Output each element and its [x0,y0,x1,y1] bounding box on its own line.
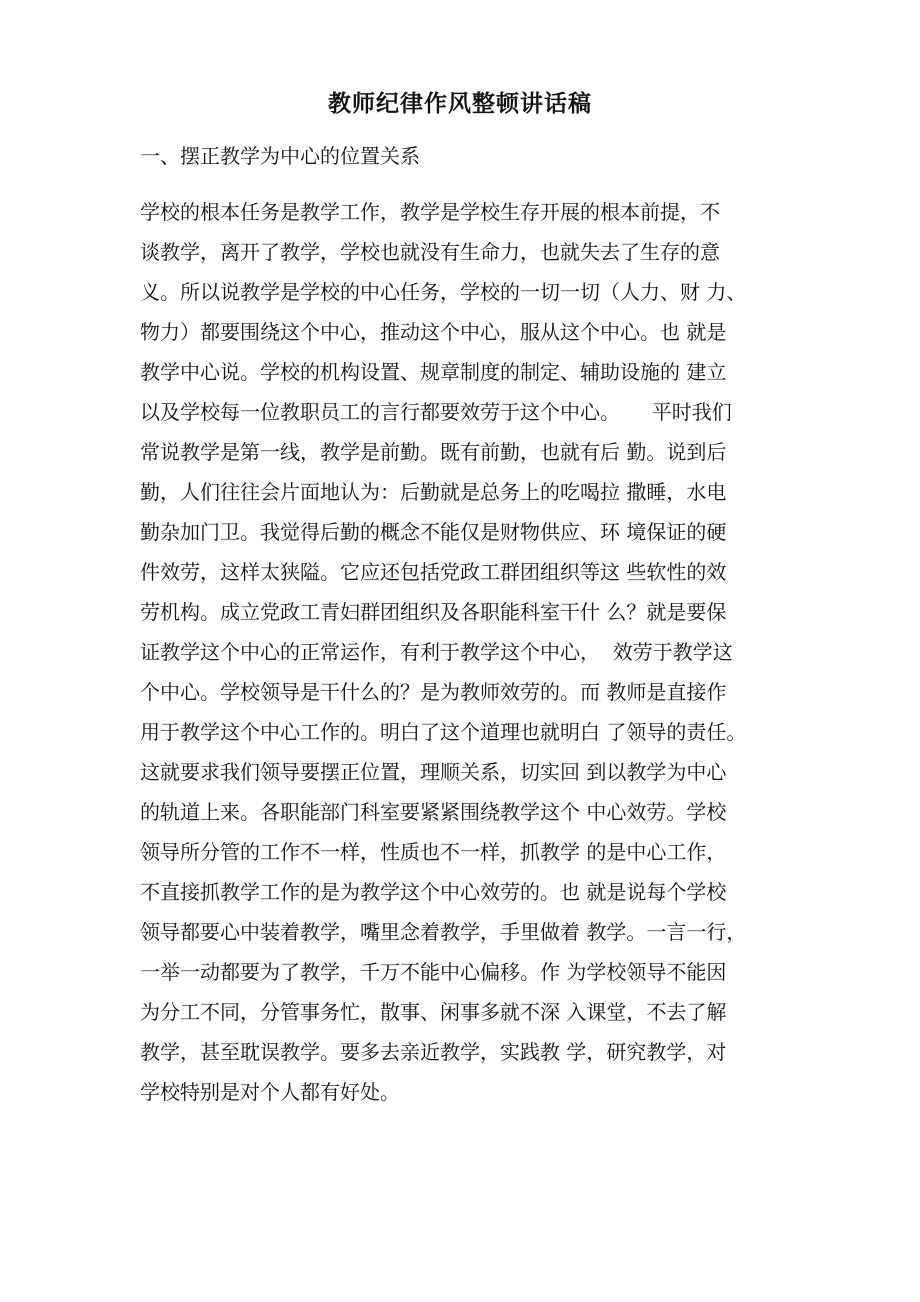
section-heading: 一、摆正教学为中心的位置关系 [140,144,420,168]
document-title: 教师纪律作风整顿讲话稿 [328,91,592,117]
paragraph-line: 件效劳，这样太狭隘。它应还包括党政工群团组织等这 些软性的效 [140,560,727,584]
paragraph-line: 义。所以说教学是学校的中心任务，学校的一切一切（人力、财 力、 [140,280,747,304]
paragraph-line: 这就要求我们领导要摆正位置，理顺关系，切实回 到以教学为中心 [140,760,727,784]
paragraph-line: 谈教学，离开了教学，学校也就没有生命力，也就失去了生存的意 [140,240,720,264]
paragraph-line: 个中心。学校领导是干什么的？是为教师效劳的。而 教师是直接作 [140,680,727,704]
body-paragraph [140,196,800,1116]
paragraph-line: 以及学校每一位教职员工的言行都要效劳于这个中心。 平时我们 [140,400,732,424]
paragraph-line: 不直接抓教学工作的是为教学这个中心效劳的。也 就是说每个学校 [140,880,727,904]
paragraph-line: 的轨道上来。各职能部门科室要紧紧围绕教学这个 中心效劳。学校 [140,800,727,824]
paragraph-line: 勤，人们往往会片面地认为：后勤就是总务上的吃喝拉 撒睡，水电 [140,480,727,504]
paragraph-line: 领导所分管的工作不一样，性质也不一样，抓教学 的是中心工作， [140,840,727,864]
paragraph-line: 常说教学是第一线，教学是前勤。既有前勤，也就有后 勤。说到后 [140,440,727,464]
paragraph-line: 勤杂加门卫。我觉得后勤的概念不能仅是财物供应、环 境保证的硬 [140,520,727,544]
paragraph-line: 领导都要心中装着教学，嘴里念着教学，手里做着 教学。一言一行， [140,920,747,944]
paragraph-line: 教学，甚至耽误教学。要多去亲近教学，实践教 学，研究教学，对 [140,1040,727,1064]
paragraph-line: 证教学这个中心的正常运作，有利于教学这个中心， 效劳于教学这 [140,640,733,664]
paragraph-line: 用于教学这个中心工作的。明白了这个道理也就明白 了领导的责任。 [140,720,747,744]
paragraph-line: 教学中心说。学校的机构设置、规章制度的制定、辅助设施的 建立 [140,360,727,384]
paragraph-line: 一举一动都要为了教学，千万不能中心偏移。作 为学校领导不能因 [140,960,727,984]
paragraph-line: 劳机构。成立党政工青妇群团组织及各职能科室干什 么？就是要保 [140,600,727,624]
paragraph-line: 学校的根本任务是教学工作，教学是学校生存开展的根本前提，不 [140,200,720,224]
paragraph-line: 学校特别是对个人都有好处。 [140,1080,400,1104]
paragraph-line: 物力）都要围绕这个中心，推动这个中心，服从这个中心。也 就是 [140,320,727,344]
paragraph-line: 为分工不同，分管事务忙，散事、闲事多就不深 入课堂，不去了解 [140,1000,727,1024]
